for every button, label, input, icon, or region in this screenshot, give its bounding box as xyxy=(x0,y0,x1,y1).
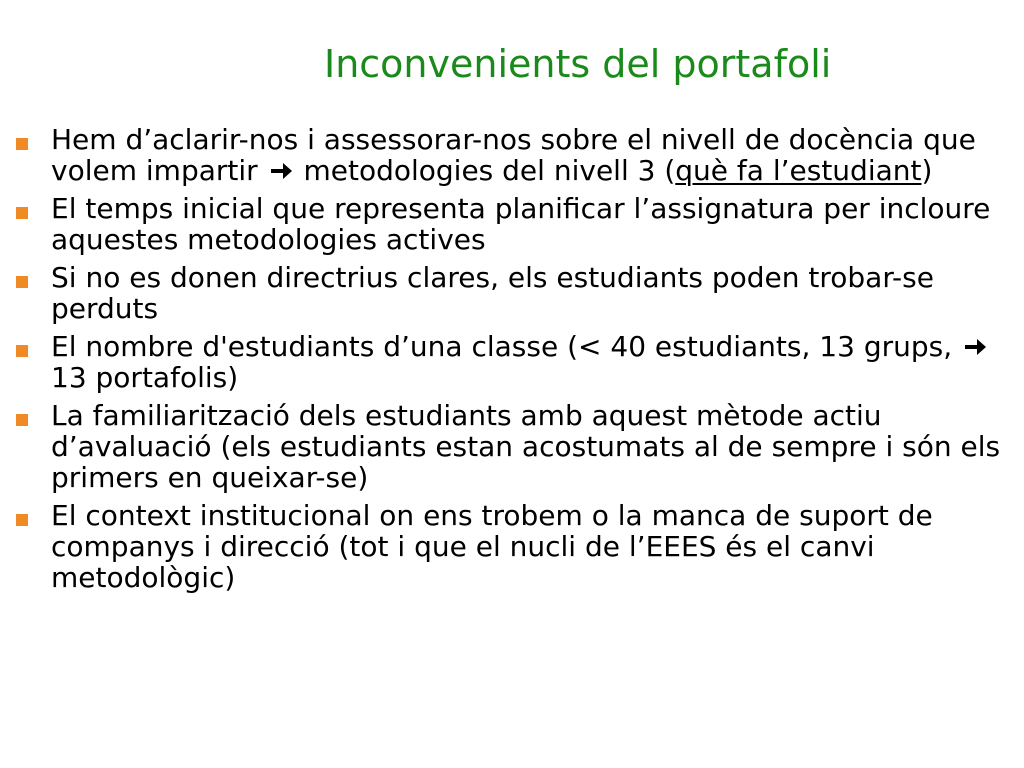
square-bullet-icon xyxy=(16,514,28,526)
bullet-text: El temps inicial que representa planificar l’assignatura per incloure aquestes metodologies actives xyxy=(51,192,991,256)
bullet-item xyxy=(0,124,1024,186)
bullet-item xyxy=(0,331,1024,393)
bullet-item xyxy=(0,400,1024,493)
square-bullet-icon xyxy=(16,345,28,357)
bullet-text: ) xyxy=(921,154,933,187)
slide-title: Inconvenients del portafoli xyxy=(324,42,832,86)
square-bullet-icon xyxy=(16,414,28,426)
bullet-item xyxy=(0,193,1024,255)
bullet-item xyxy=(0,500,1024,593)
bullet-text: Hem d’aclarir-nos i assessorar-nos sobre el nivell de docència que volem impartir xyxy=(51,123,976,187)
bullet-item xyxy=(0,262,1024,324)
square-bullet-icon xyxy=(16,276,28,288)
square-bullet-icon xyxy=(16,207,28,219)
bullet-text: El context institucional on ens trobem o la manca de suport de companys i direcció (tot i que el nucli de l’EEES és el canvi metodològic) xyxy=(51,499,933,594)
arrow-right-icon xyxy=(269,160,293,182)
bullet-list xyxy=(0,124,1024,600)
bullet-text: El nombre d'estudiants d’una classe (< 40 estudiants, 13 grups, xyxy=(51,330,953,363)
square-bullet-icon xyxy=(16,138,28,150)
arrow-right-icon xyxy=(963,336,987,358)
underlined-phrase: què fa l’estudiant xyxy=(675,154,922,187)
bullet-text: metodologies del nivell 3 ( xyxy=(303,154,676,187)
bullet-text: Si no es donen directrius clares, els estudiants poden trobar-se perduts xyxy=(51,261,934,325)
bullet-text: La familiarització dels estudiants amb aquest mètode actiu d’avaluació (els estudiants estan acostumats al de sempre i són els primers en queixar-se) xyxy=(51,399,1001,494)
bullet-text: 13 portafolis) xyxy=(51,361,239,394)
